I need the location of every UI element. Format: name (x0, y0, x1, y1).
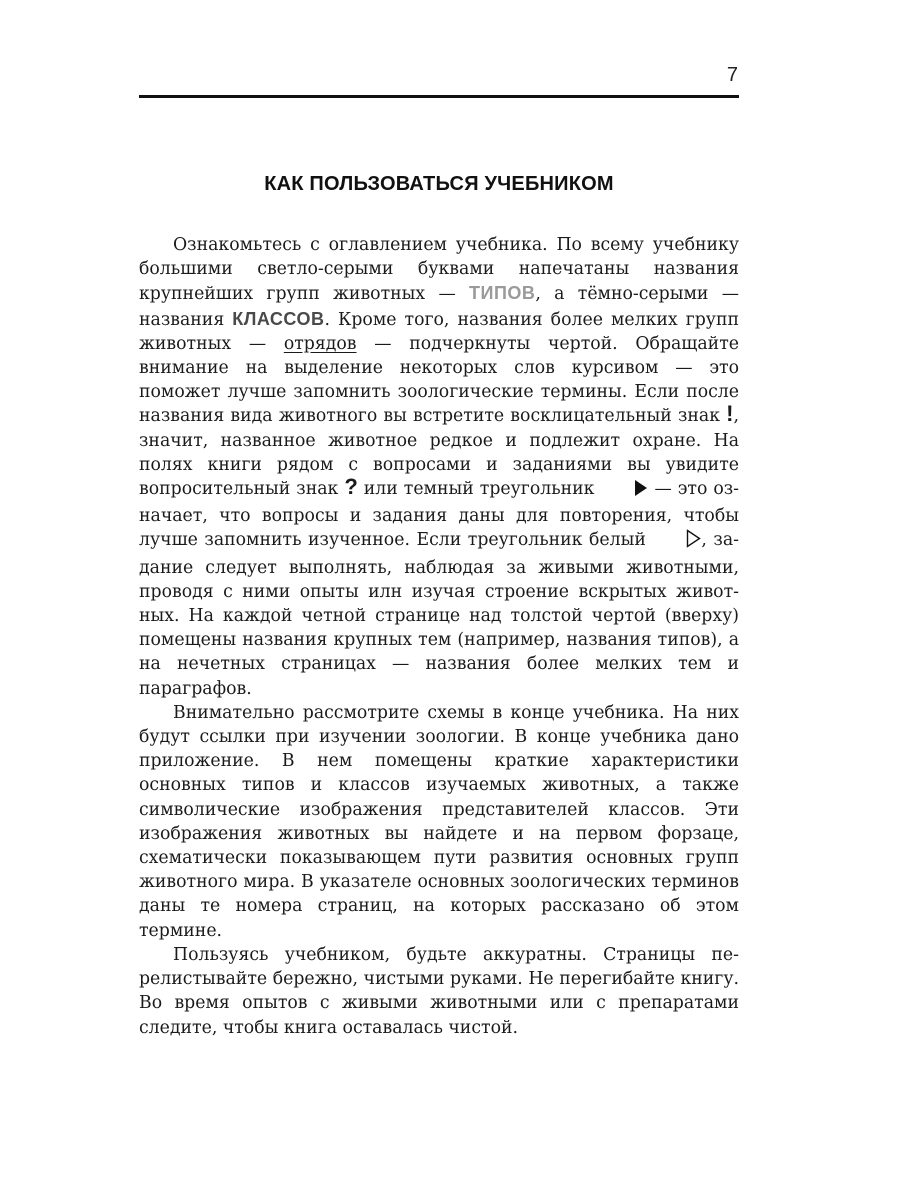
class-word: КЛАССОВ (232, 308, 325, 329)
text-span: Ознакомьтесь с оглавлением учебника. По всему учебнику большими светло-серыми буквами напечатаны названия крупнейших групп животных — (139, 235, 739, 305)
body-text (139, 233, 739, 1040)
exclamation-icon: ! (726, 401, 734, 427)
paragraph-3: Пользуясь учебником, будьте аккуратны. Страницы перелистывайте бережно, чистыми руками. Не перегибайте книгу. Во время опытов с живыми животными или с препаратами следите, чтобы книга оставалась чистой. (139, 944, 739, 1038)
type-word: ТИПОВ (469, 283, 536, 304)
text-span: , значит, названное животное редкое и подлежит охране. На полях книги рядом с вопросами и заданиями вы увидите вопросительный знак (139, 406, 739, 500)
filled-triangle-icon (600, 479, 648, 504)
outline-triangle-icon (652, 529, 701, 555)
text-span: — это означает, что вопросы и задания даны для повторения, чтобы лучше запомнить изученное. Если треугольник белый (139, 479, 740, 551)
paragraph-2: Внимательно рассмотрите схемы в конце учебника. На них будут ссылки при изучении зоологии. В конце учебника дано приложение. В нем помещены краткие характеристики основных типов и классов изучаемых животных, а также символические изображения представителей классов. Эти изображения животных вы найдете и на первом форзаце, схематически показывающем пути развития основных групп животного мира. В указателе основных зоологических терминов даны те номера страниц, на которых рассказано об этом термине. (139, 702, 739, 941)
text-span: , задание следует выполнять, наблюдая за живыми животными, проводя с ними опыты илн изучая строение вскрытых животных. На каждой четной странице над толстой чертой (вверху) помещены названия крупных тем (например, названия типов), а на нечетных страницах — названия более мелких тем и параграфов. (139, 530, 739, 699)
text-span: , а тёмно-серыми — названия (139, 284, 739, 330)
page-title: КАК ПОЛЬЗОВАТЬСЯ УЧЕБНИКОМ (264, 173, 614, 195)
text-span: . Кроме того, названия более мелких групп животных — (139, 309, 739, 354)
page-number: 7 (726, 64, 738, 86)
header-rule (139, 95, 739, 98)
order-word: отрядов (283, 333, 357, 354)
text-span: — подчеркнуты чертой. Обращайте внимание на выделение некоторых слов курсивом — это поможет лучше запомнить зоологические термины. Если после названия вида животного вы встретите восклицательный знак (139, 333, 739, 427)
text-span: или темный треугольник (357, 479, 601, 500)
question-icon: ? (344, 474, 358, 500)
paragraph-1 (139, 233, 739, 701)
